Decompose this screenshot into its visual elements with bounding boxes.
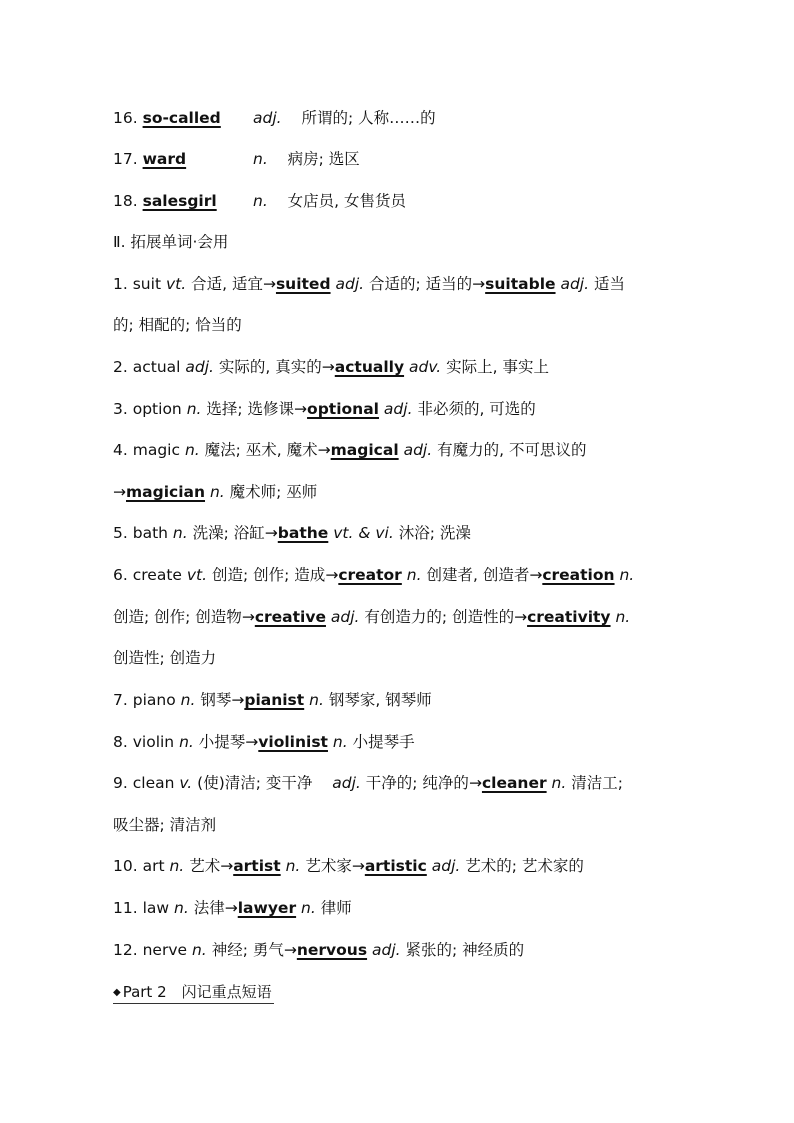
part-of-speech: n. (191, 941, 207, 959)
meaning: 有魔力的, 不可思议的 (437, 441, 587, 459)
base-word: art (142, 857, 165, 875)
part2-label: Part 2 闪记重点短语 (122, 983, 272, 1001)
part-of-speech: n. (285, 857, 301, 875)
extend-item-4-cont (113, 479, 317, 505)
item-number: 11. (113, 899, 138, 917)
vocab-item-16 (113, 105, 221, 131)
part-of-speech: n. (332, 733, 348, 751)
part-of-speech: adj. (332, 774, 361, 792)
part-of-speech: n. (253, 150, 268, 168)
arrow-icon: → (231, 691, 245, 709)
item-number: 17. (113, 150, 138, 168)
part-of-speech: n. (180, 691, 196, 709)
section-title: Ⅱ. 拓展单词·会用 (113, 233, 229, 251)
derived-word: creation (542, 566, 615, 584)
extend-item-6-cont (113, 604, 630, 630)
extend-item-5 (113, 520, 471, 546)
derived-word: creative (254, 608, 326, 626)
part-of-speech: v. (179, 774, 193, 792)
part-of-speech: adj. (431, 857, 461, 875)
meaning: 适当 (593, 275, 625, 293)
arrow-icon: → (262, 275, 276, 293)
item-number: 6. (113, 566, 128, 584)
part-of-speech: adj. (383, 400, 413, 418)
arrow-icon: → (264, 524, 278, 542)
arrow-icon: → (351, 857, 365, 875)
meaning: 钢琴 (200, 691, 232, 709)
extend-item-3 (113, 396, 536, 422)
meaning: 干净的; 纯净的 (365, 774, 469, 792)
derived-word: suited (275, 275, 331, 293)
part-of-speech: adv. (409, 358, 442, 376)
part-of-speech: adj. (403, 441, 433, 459)
extend-item-9 (113, 770, 623, 796)
meaning: 创造; 创作; 创造物 (113, 608, 242, 626)
meaning: 所谓的; 人称……的 (301, 109, 436, 127)
arrow-icon: → (317, 441, 331, 459)
item-number: 16. (113, 109, 138, 127)
item-number: 2. (113, 358, 128, 376)
meaning: 创造性; 创造力 (113, 649, 217, 667)
meaning: 实际上, 事实上 (446, 358, 549, 376)
part-of-speech: n. (172, 524, 188, 542)
extend-item-2 (113, 354, 549, 380)
arrow-icon: → (241, 608, 255, 626)
arrow-icon: → (220, 857, 234, 875)
arrow-icon: → (283, 941, 297, 959)
base-word: piano (132, 691, 176, 709)
meaning: 艺术 (189, 857, 221, 875)
base-word: actual (132, 358, 181, 376)
meaning: (使)清洁; 变干净 (197, 774, 313, 792)
part-of-speech: adj. (372, 941, 401, 959)
base-word: violin (132, 733, 175, 751)
base-word: create (132, 566, 182, 584)
meaning: 律师 (320, 899, 352, 917)
arrow-icon: → (472, 275, 486, 293)
base-word: magic (132, 441, 180, 459)
part-of-speech: n. (551, 774, 567, 792)
meaning: 创建者, 创造者 (426, 566, 530, 584)
meaning: 魔术师; 巫师 (229, 483, 318, 501)
meaning: 魔法; 巫术, 魔术 (204, 441, 318, 459)
extend-item-9-cont (113, 812, 216, 838)
derived-word: artistic (364, 857, 427, 875)
meaning: 神经; 勇气 (211, 941, 284, 959)
meaning: 病房; 选区 (287, 150, 360, 168)
derived-word: suitable (485, 275, 556, 293)
extend-item-6-cont2 (113, 645, 216, 671)
base-word: suit (132, 275, 162, 293)
vocab-item-17 (113, 146, 186, 172)
base-word: bath (132, 524, 168, 542)
part-of-speech: vt. (165, 275, 187, 293)
part-of-speech: n. (619, 566, 635, 584)
arrow-icon: → (113, 483, 126, 501)
answer-word: salesgirl (142, 192, 217, 210)
part-of-speech: n. (253, 192, 268, 210)
part-of-speech: n. (406, 566, 422, 584)
item-number: 18. (113, 192, 138, 210)
derived-word: violinist (258, 733, 328, 751)
base-word: nerve (142, 941, 188, 959)
part-of-speech: n. (301, 899, 316, 917)
derived-word: creativity (527, 608, 611, 626)
derived-word: lawyer (237, 899, 297, 917)
meaning: 实际的, 真实的 (218, 358, 322, 376)
item-number: 3. (113, 400, 128, 418)
meaning: 创造; 创作; 造成 (212, 566, 326, 584)
extend-item-4 (113, 437, 586, 463)
meaning: 合适的; 适当的 (369, 275, 473, 293)
meaning: 非必须的, 可选的 (417, 400, 536, 418)
arrow-icon: → (325, 566, 339, 584)
derived-word: creator (338, 566, 402, 584)
arrow-icon: → (514, 608, 528, 626)
meaning: 沐浴; 洗澡 (398, 524, 471, 542)
vocab-item-17-def (253, 146, 360, 172)
part-of-speech: vt. (186, 566, 208, 584)
meaning: 选择; 选修课 (206, 400, 295, 418)
part2-heading (113, 981, 274, 1004)
vocab-item-16-def (253, 105, 436, 131)
item-number: 10. (113, 857, 138, 875)
extend-item-7 (113, 687, 432, 713)
derived-word: magician (126, 483, 206, 501)
derived-word: nervous (296, 941, 368, 959)
meaning: 有创造力的; 创造性的 (364, 608, 515, 626)
part-of-speech: n. (179, 733, 194, 751)
vocab-item-18-def (253, 188, 406, 214)
base-word: option (132, 400, 182, 418)
meaning: 吸尘器; 清洁剂 (113, 816, 217, 834)
part-of-speech: n. (184, 441, 200, 459)
part-of-speech: adj. (330, 608, 360, 626)
meaning: 清洁工; (571, 774, 623, 792)
base-word: law (142, 899, 170, 917)
extend-item-8 (113, 729, 415, 755)
part-of-speech: n. (186, 400, 202, 418)
meaning: 合适, 适宜 (191, 275, 263, 293)
meaning: 紧张的; 神经质的 (405, 941, 525, 959)
item-number: 12. (113, 941, 138, 959)
arrow-icon: → (294, 400, 308, 418)
part-of-speech: n. (309, 691, 324, 709)
meaning: 艺术的; 艺术家的 (465, 857, 584, 875)
item-number: 5. (113, 524, 128, 542)
part-of-speech: adj. (560, 275, 590, 293)
part-of-speech: adj. (185, 358, 214, 376)
answer-word: so-called (142, 109, 221, 127)
part-of-speech: n. (169, 857, 185, 875)
extend-item-12 (113, 937, 524, 963)
diamond-icon: ◆ (113, 987, 121, 998)
part-of-speech: n. (615, 608, 631, 626)
arrow-icon: → (224, 899, 238, 917)
part-of-speech: adj. (253, 109, 282, 127)
meaning: 洗澡; 浴缸 (192, 524, 265, 542)
extend-item-10 (113, 853, 584, 879)
answer-word: ward (142, 150, 187, 168)
arrow-icon: → (529, 566, 543, 584)
meaning: 钢琴家, 钢琴师 (328, 691, 432, 709)
derived-word: actually (334, 358, 405, 376)
meaning: 小提琴手 (352, 733, 415, 751)
derived-word: bathe (277, 524, 329, 542)
extend-item-1-cont (113, 312, 242, 338)
item-number: 8. (113, 733, 128, 751)
arrow-icon: → (468, 774, 482, 792)
base-word: clean (132, 774, 175, 792)
meaning: 法律 (193, 899, 225, 917)
item-number: 9. (113, 774, 128, 792)
part-of-speech: n. (174, 899, 189, 917)
meaning: 女店员, 女售货员 (287, 192, 406, 210)
extend-item-6 (113, 562, 634, 588)
derived-word: optional (307, 400, 379, 418)
item-number: 1. (113, 275, 128, 293)
vocab-item-18 (113, 188, 217, 214)
derived-word: artist (233, 857, 281, 875)
part-of-speech: adj. (335, 275, 365, 293)
extend-item-11 (113, 895, 352, 921)
item-number: 7. (113, 691, 128, 709)
derived-word: pianist (244, 691, 305, 709)
item-number: 4. (113, 441, 128, 459)
meaning: 的; 相配的; 恰当的 (113, 316, 242, 334)
arrow-icon: → (245, 733, 259, 751)
part-of-speech: n. (209, 483, 225, 501)
meaning: 小提琴 (198, 733, 246, 751)
derived-word: magical (330, 441, 399, 459)
extend-item-1 (113, 271, 625, 297)
derived-word: cleaner (481, 774, 547, 792)
arrow-icon: → (321, 358, 335, 376)
meaning: 艺术家 (305, 857, 352, 875)
part-of-speech: vt. & vi. (333, 524, 394, 542)
